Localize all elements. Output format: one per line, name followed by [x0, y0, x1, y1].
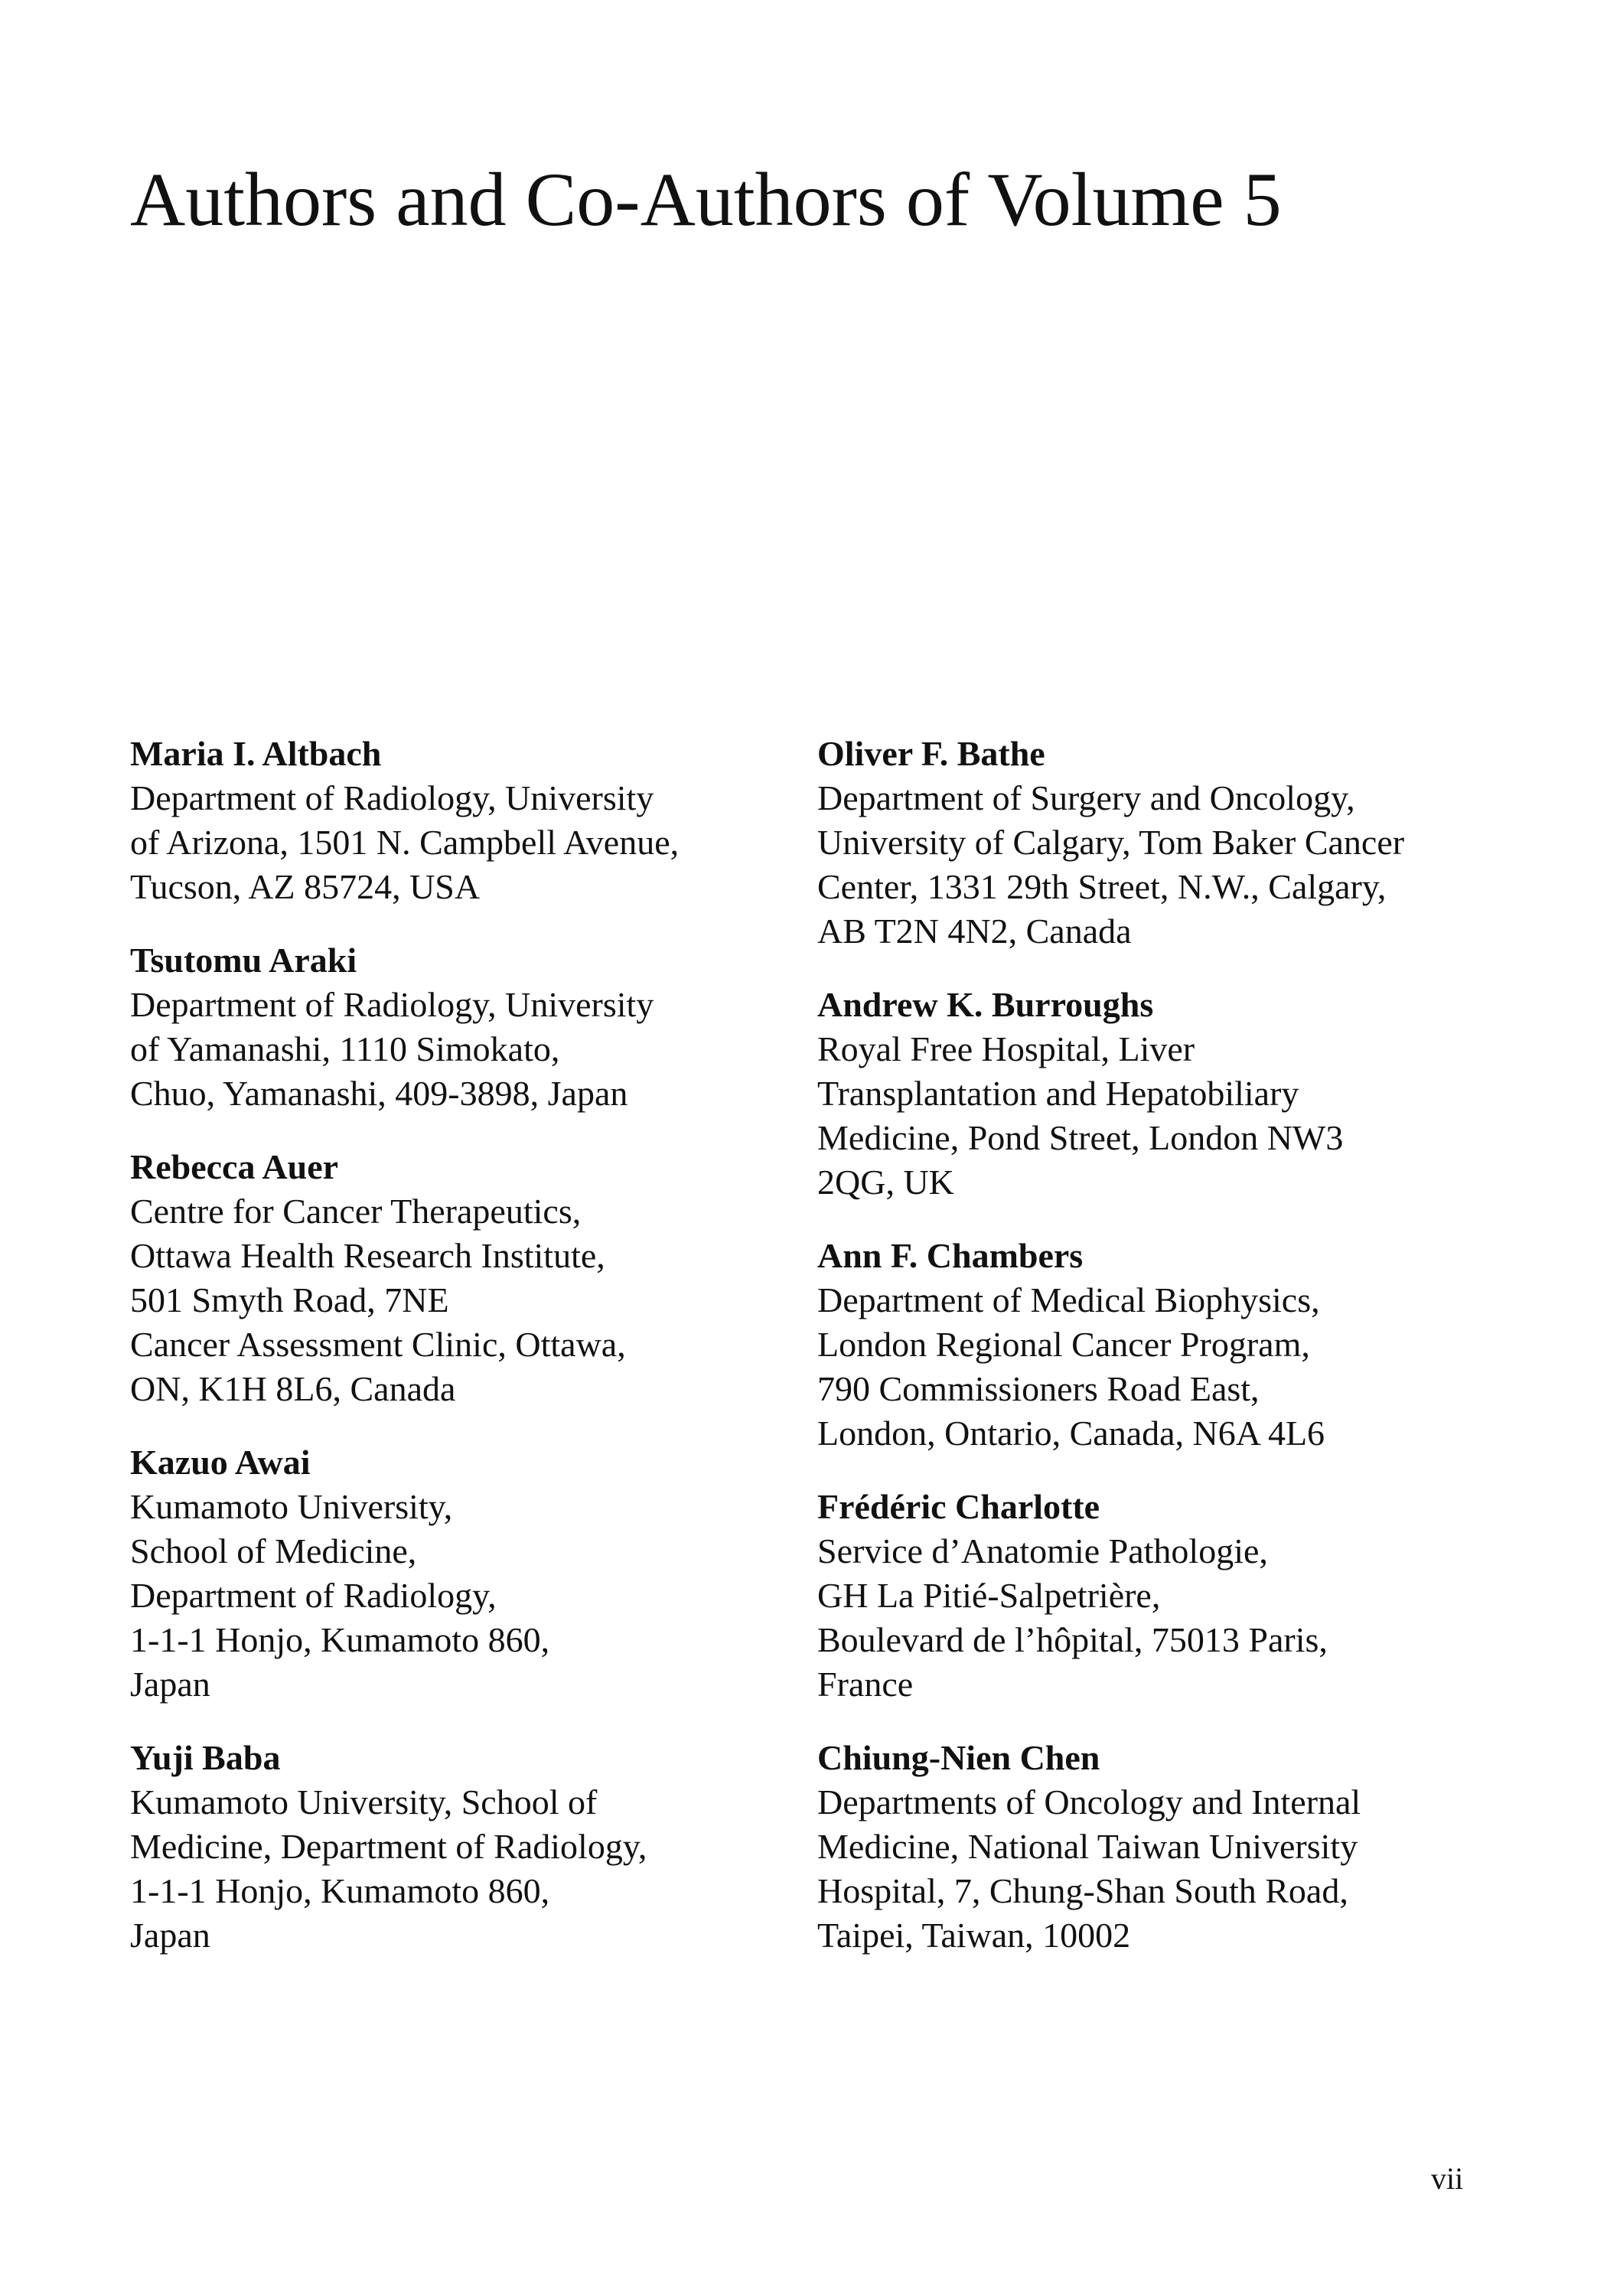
- author-name: Frédéric Charlotte: [817, 1487, 1100, 1526]
- affiliation-line: Chuo, Yamanashi, 409-3898, Japan: [130, 1074, 628, 1113]
- affiliation-line: 790 Commissioners Road East,: [817, 1369, 1260, 1408]
- affiliation-line: of Yamanashi, 1110 Simokato,: [130, 1029, 560, 1068]
- affiliation-line: Centre for Cancer Therapeutics,: [130, 1192, 582, 1231]
- author-name: Andrew K. Burroughs: [817, 985, 1154, 1024]
- affiliation-line: Transplantation and Hepatobiliary: [817, 1074, 1299, 1113]
- affiliation-line: of Arizona, 1501 N. Campbell Avenue,: [130, 823, 680, 862]
- affiliation-line: Medicine, National Taiwan University: [817, 1827, 1358, 1866]
- affiliation-line: Japan: [130, 1916, 210, 1955]
- affiliation-line: Medicine, Department of Radiology,: [130, 1827, 647, 1866]
- author-entry: [130, 938, 765, 1116]
- affiliation-line: 2QG, UK: [817, 1163, 954, 1202]
- affiliation-line: London Regional Cancer Program,: [817, 1325, 1310, 1364]
- author-entry: [817, 1485, 1452, 1707]
- author-name: Chiung-Nien Chen: [817, 1738, 1100, 1777]
- affiliation-line: School of Medicine,: [130, 1531, 417, 1570]
- affiliation-line: Center, 1331 29th Street, N.W., Calgary,: [817, 867, 1387, 906]
- author-entry: [817, 1234, 1452, 1456]
- affiliation-line: 501 Smyth Road, 7NE: [130, 1280, 449, 1319]
- author-entry: [817, 983, 1452, 1205]
- affiliation-line: Taipei, Taiwan, 10002: [817, 1916, 1131, 1955]
- affiliation-line: Ottawa Health Research Institute,: [130, 1236, 605, 1275]
- authors-right-column: [817, 732, 1452, 1987]
- affiliation-line: ON, K1H 8L6, Canada: [130, 1369, 456, 1408]
- author-name: Oliver F. Bathe: [817, 734, 1045, 773]
- affiliation-line: Royal Free Hospital, Liver: [817, 1029, 1195, 1068]
- author-entry: [130, 1440, 765, 1707]
- affiliation-line: Medicine, Pond Street, London NW3: [817, 1118, 1344, 1157]
- affiliation-line: Kumamoto University, School of: [130, 1782, 598, 1821]
- author-name: Yuji Baba: [130, 1738, 281, 1777]
- affiliation-line: Service d’Anatomie Pathologie,: [817, 1531, 1268, 1570]
- affiliation-line: Tucson, AZ 85724, USA: [130, 867, 481, 906]
- author-name: Tsutomu Araki: [130, 941, 357, 980]
- affiliation-line: Department of Surgery and Oncology,: [817, 778, 1355, 817]
- author-entry: [817, 732, 1452, 954]
- authors-left-column: [130, 732, 765, 1987]
- affiliation-line: Boulevard de l’hôpital, 75013 Paris,: [817, 1620, 1328, 1659]
- affiliation-line: Cancer Assessment Clinic, Ottawa,: [130, 1325, 626, 1364]
- affiliation-line: Department of Radiology, University: [130, 985, 654, 1024]
- affiliation-line: 1-1-1 Honjo, Kumamoto 860,: [130, 1620, 550, 1659]
- affiliation-line: Department of Radiology,: [130, 1576, 497, 1615]
- page-title: Authors and Co-Authors of Volume 5: [130, 157, 1282, 242]
- author-name: Kazuo Awai: [130, 1443, 311, 1482]
- author-entry: [130, 1736, 765, 1958]
- affiliation-line: Departments of Oncology and Internal: [817, 1782, 1361, 1821]
- affiliation-line: Hospital, 7, Chung-Shan South Road,: [817, 1871, 1348, 1910]
- affiliation-line: Kumamoto University,: [130, 1487, 453, 1526]
- affiliation-line: AB T2N 4N2, Canada: [817, 912, 1132, 951]
- affiliation-line: 1-1-1 Honjo, Kumamoto 860,: [130, 1871, 550, 1910]
- author-entry: [817, 1736, 1452, 1958]
- page-number: vii: [1431, 2161, 1464, 2196]
- affiliation-line: Department of Medical Biophysics,: [817, 1280, 1320, 1319]
- affiliation-line: London, Ontario, Canada, N6A 4L6: [817, 1414, 1325, 1453]
- affiliation-line: Department of Radiology, University: [130, 778, 654, 817]
- affiliation-line: University of Calgary, Tom Baker Cancer: [817, 823, 1405, 862]
- author-entry: [130, 1145, 765, 1411]
- affiliation-line: GH La Pitié-Salpetrière,: [817, 1576, 1161, 1615]
- affiliation-line: France: [817, 1665, 914, 1704]
- affiliation-line: Japan: [130, 1665, 210, 1704]
- author-name: Maria I. Altbach: [130, 734, 382, 773]
- author-name: Rebecca Auer: [130, 1147, 339, 1186]
- author-name: Ann F. Chambers: [817, 1236, 1084, 1275]
- author-entry: [130, 732, 765, 909]
